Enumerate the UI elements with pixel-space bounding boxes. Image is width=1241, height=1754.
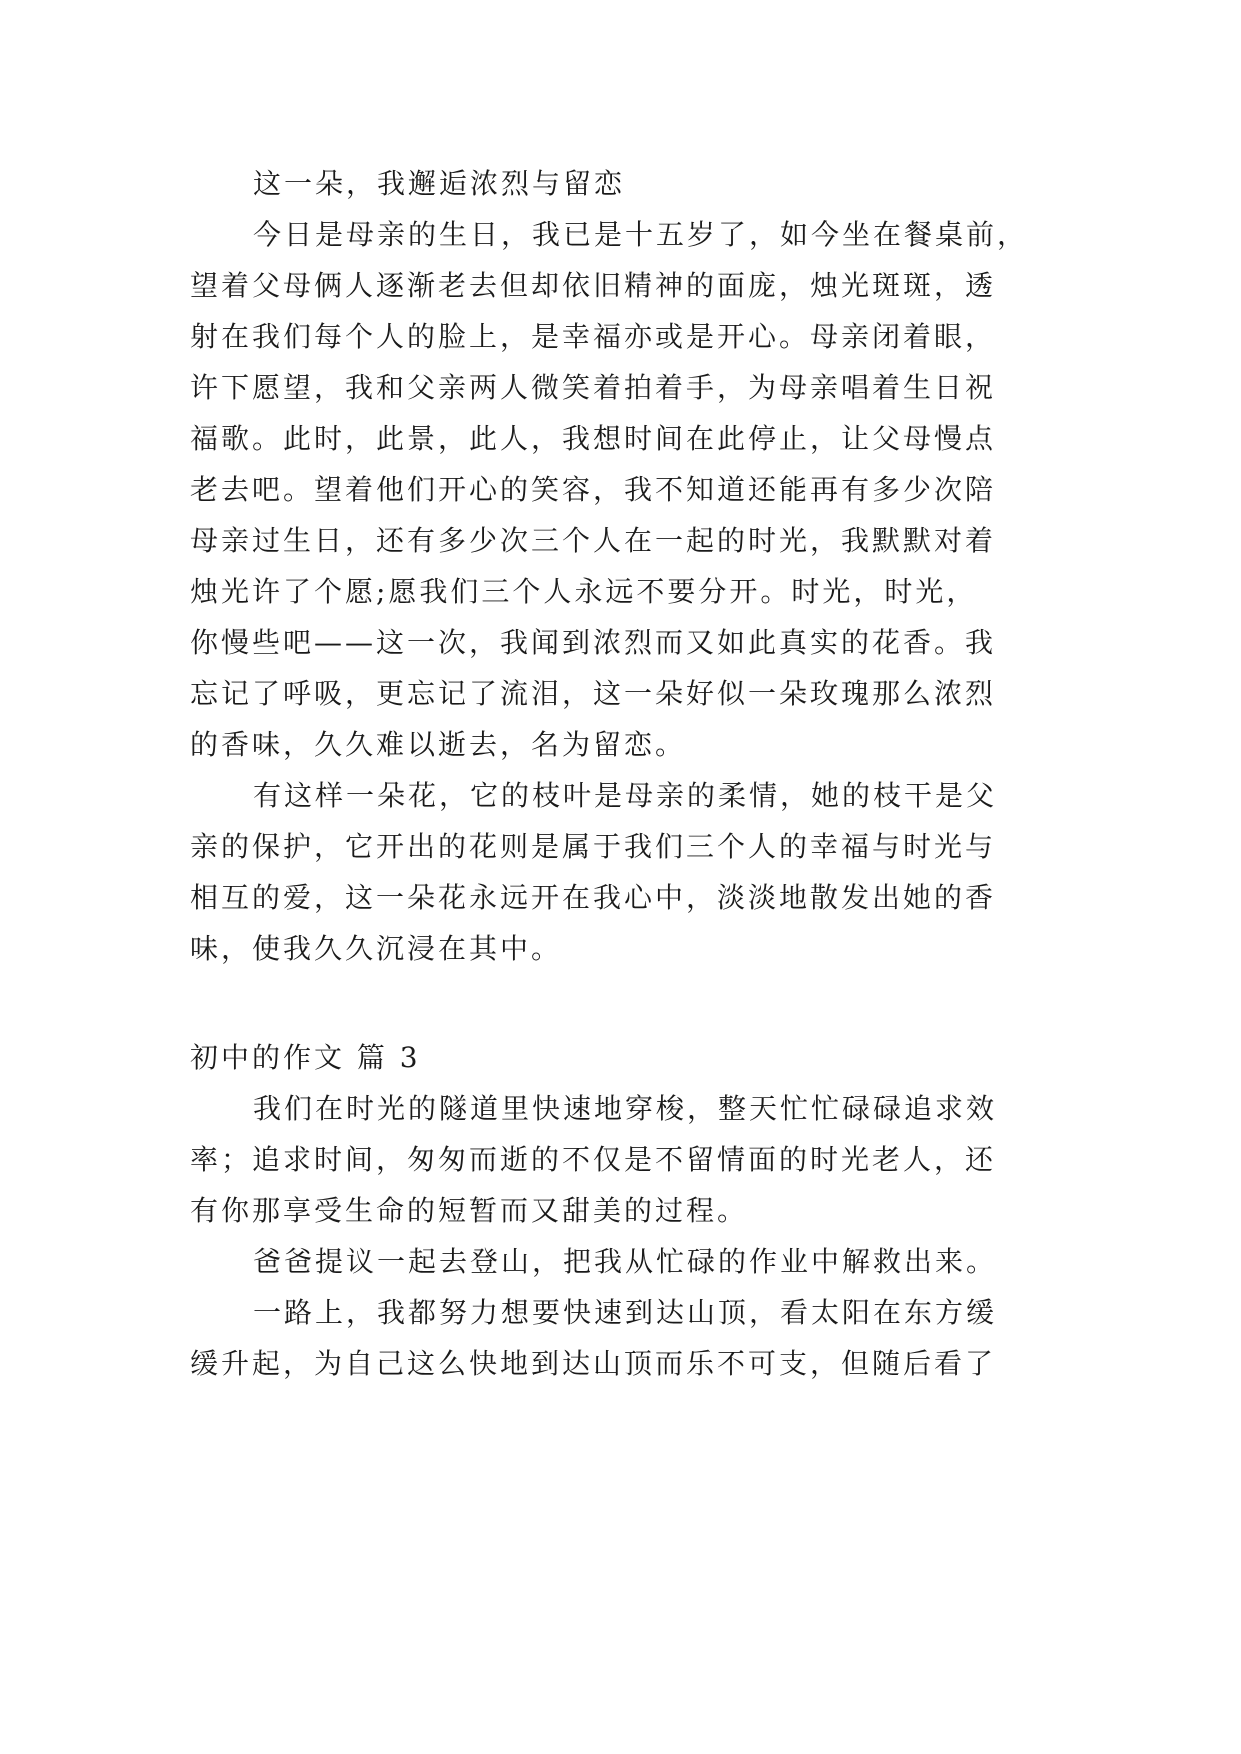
section-heading: 初中的作文 篇 3 bbox=[190, 1041, 421, 1074]
paragraph-line: 射在我们每个人的脸上，是幸福亦或是开心。母亲闭着眼， bbox=[190, 320, 997, 353]
essay-title: 这一朵，我邂逅浓烈与留恋 bbox=[253, 167, 626, 200]
paragraph-line: 忘记了呼吸，更忘记了流泪，这一朵好似一朵玫瑰那么浓烈 bbox=[190, 677, 997, 710]
paragraph-line: 亲的保护，它开出的花则是属于我们三个人的幸福与时光与 bbox=[190, 830, 997, 863]
paragraph-line: 有你那享受生命的短暂而又甜美的过程。 bbox=[190, 1194, 749, 1227]
paragraph-line: 一路上，我都努力想要快速到达山顶，看太阳在东方缓 bbox=[253, 1296, 998, 1329]
paragraph-line: 福歌。此时，此景，此人，我想时间在此停止，让父母慢点 bbox=[190, 422, 997, 455]
paragraph-birthday bbox=[190, 209, 1060, 770]
paragraph-line: 烛光许了个愿;愿我们三个人永远不要分开。时光，时光， bbox=[190, 575, 978, 608]
paragraph-line: 母亲过生日，还有多少次三个人在一起的时光，我默默对着 bbox=[190, 524, 997, 557]
paragraph-line: 味，使我久久沉浸在其中。 bbox=[190, 932, 563, 965]
paragraph-line: 望着父母俩人逐渐老去但却依旧精神的面庞，烛光斑斑，透 bbox=[190, 269, 997, 302]
paragraph-line: 的香味，久久难以逝去，名为留恋。 bbox=[190, 728, 687, 761]
paragraph-line: 相互的爱，这一朵花永远开在我心中，淡淡地散发出她的香 bbox=[190, 881, 997, 914]
paragraph-line: 老去吧。望着他们开心的笑容，我不知道还能再有多少次陪 bbox=[190, 473, 997, 506]
paragraph-flower bbox=[190, 770, 1060, 974]
paragraph-hiking-proposal bbox=[190, 1236, 1060, 1287]
paragraph-line: 许下愿望，我和父亲两人微笑着拍着手，为母亲唱着生日祝 bbox=[190, 371, 997, 404]
paragraph-line: 爸爸提议一起去登山，把我从忙碌的作业中解救出来。 bbox=[253, 1245, 998, 1278]
document-body bbox=[190, 158, 1060, 1389]
paragraph-time-tunnel bbox=[190, 1083, 1060, 1236]
paragraph-on-the-way bbox=[190, 1287, 1060, 1389]
paragraph-line: 率；追求时间，匆匆而逝的不仅是不留情面的时光老人，还 bbox=[190, 1143, 997, 1176]
paragraph-line: 今日是母亲的生日，我已是十五岁了，如今坐在餐桌前， bbox=[253, 218, 1029, 251]
paragraph-line: 缓升起，为自己这么快地到达山顶而乐不可支，但随后看了 bbox=[190, 1347, 997, 1380]
paragraph-line: 我们在时光的隧道里快速地穿梭，整天忙忙碌碌追求效 bbox=[253, 1092, 998, 1125]
paragraph-line: 有这样一朵花，它的枝叶是母亲的柔情，她的枝干是父 bbox=[253, 779, 998, 812]
paragraph-line: 你慢些吧——这一次，我闻到浓烈而又如此真实的花香。我 bbox=[190, 626, 997, 659]
